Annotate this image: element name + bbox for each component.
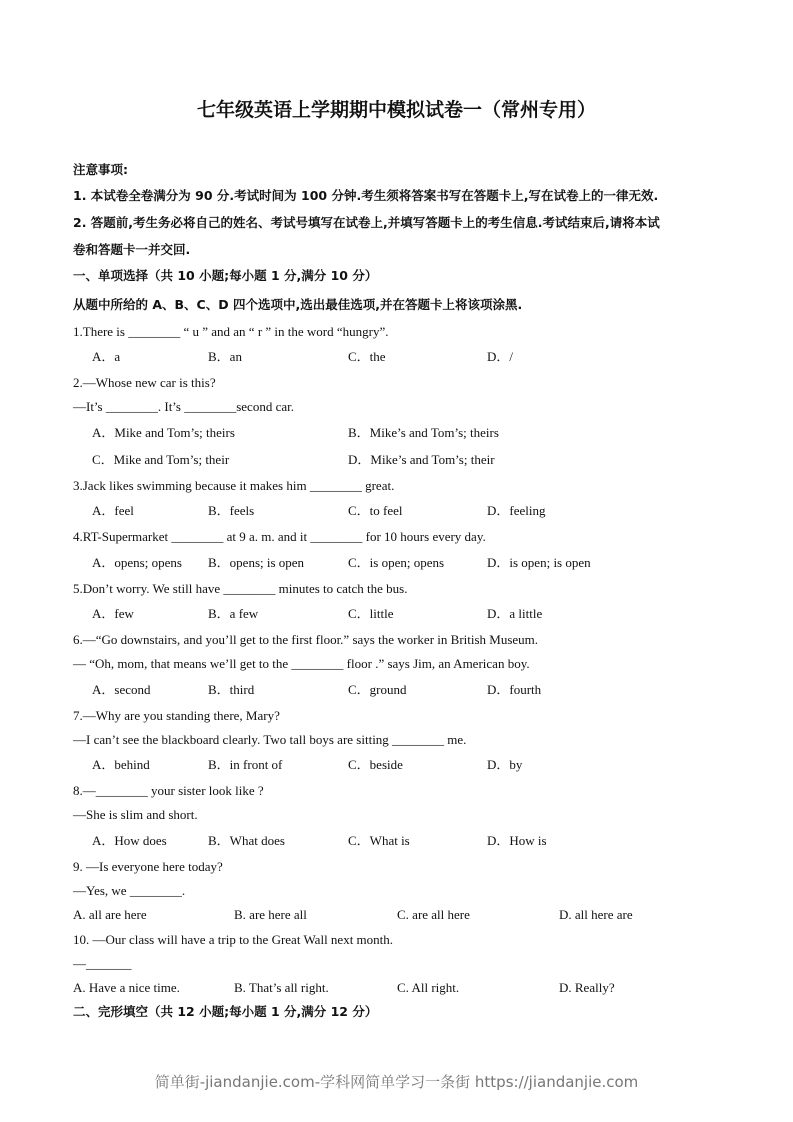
question-1-option-c: C．the [348, 349, 386, 364]
question-8-option-b: B．What does [208, 833, 285, 848]
question-2-option-c: C．Mike and Tom’s; their [92, 452, 230, 467]
question-6-option-d: D．fourth [487, 682, 542, 697]
question-4-stem: 4.RT-Supermarket ________ at 9 a. m. and it ________ for 10 hours every day. [73, 529, 486, 544]
question-5-option-c: C．little [348, 606, 394, 621]
question-7-option-a: A．behind [92, 757, 150, 772]
question-9-stem: 9. —Is everyone here today? [73, 859, 223, 874]
section-instruction: 从题中所给的 A、B、C、D 四个选项中,选出最佳选项,并在答题卡上将该项涂黑. [73, 297, 523, 312]
question-8-stem: 8.—________ your sister look like ? [73, 783, 264, 798]
question-10-option-b: B. That’s all right. [234, 980, 329, 995]
question-3-stem: 3.Jack likes swimming because it makes him ________ great. [73, 478, 395, 493]
question-10-option-a: A. Have a nice time. [73, 980, 180, 995]
question-2-option-d: D．Mike’s and Tom’s; their [348, 452, 495, 467]
question-5-option-a: A．few [92, 606, 134, 621]
question-4-option-d: D．is open; is open [487, 555, 591, 570]
question-1-option-d: D．/ [487, 349, 514, 364]
question-3-option-c: C．to feel [348, 503, 403, 518]
question-3-option-d: D．feeling [487, 503, 546, 518]
question-8-stem: —She is slim and short. [73, 807, 198, 822]
question-5-option-d: D．a little [487, 606, 543, 621]
question-7-option-b: B．in front of [208, 757, 283, 772]
question-1-option-b: B．an [208, 349, 242, 364]
question-6-option-b: B．third [208, 682, 255, 697]
question-3-option-b: B．feels [208, 503, 255, 518]
question-4-option-a: A．opens; opens [92, 555, 182, 570]
question-7-option-d: D．by [487, 757, 523, 772]
question-8-option-a: A．How does [92, 833, 167, 848]
question-10-stem: —_______ [73, 956, 132, 971]
question-5-option-b: B．a few [208, 606, 259, 621]
question-2-stem: 2.—Whose new car is this? [73, 375, 216, 390]
section-heading: 二、完形填空（共 12 小题;每小题 1 分,满分 12 分） [73, 1004, 378, 1019]
section-heading: 一、单项选择（共 10 小题;每小题 1 分,满分 10 分） [73, 268, 378, 283]
question-9-option-c: C. are all here [397, 907, 470, 922]
question-10-option-d: D. Really? [559, 980, 615, 995]
question-6-stem: — “Oh, mom, that means we’ll get to the ________ floor .” says Jim, an American boy. [73, 656, 530, 671]
question-8-option-c: C．What is [348, 833, 410, 848]
notice-line: 2. 答题前,考生务必将自己的姓名、考试号填写在试卷上,并填写答题卡上的考生信息.考试结束后,请将本试 [73, 215, 660, 230]
question-7-option-c: C．beside [348, 757, 403, 772]
question-9-option-b: B. are here all [234, 907, 307, 922]
question-9-option-a: A. all are here [73, 907, 147, 922]
notice-heading: 注意事项: [73, 162, 128, 177]
question-9-option-d: D. all here are [559, 907, 633, 922]
document-title: 七年级英语上学期期中模拟试卷一（常州专用） [196, 99, 596, 121]
question-7-stem: —I can’t see the blackboard clearly. Two tall boys are sitting ________ me. [73, 732, 467, 747]
question-2-option-b: B．Mike’s and Tom’s; theirs [348, 425, 499, 440]
footer-watermark: 简单街-jiandanjie.com-学科网简单学习一条街 https://jiandanjie.com [154, 1073, 639, 1091]
question-4-option-b: B．opens; is open [208, 555, 305, 570]
notice-line: 卷和答题卡一并交回. [73, 242, 191, 257]
question-9-stem: —Yes, we ________. [73, 883, 186, 898]
question-10-stem: 10. —Our class will have a trip to the Great Wall next month. [73, 932, 394, 947]
question-5-stem: 5.Don’t worry. We still have ________ minutes to catch the bus. [73, 581, 408, 596]
question-7-stem: 7.—Why are you standing there, Mary? [73, 708, 280, 723]
question-8-option-d: D．How is [487, 833, 547, 848]
question-3-option-a: A．feel [92, 503, 134, 518]
question-10-option-c: C. All right. [397, 980, 460, 995]
question-6-option-c: C．ground [348, 682, 407, 697]
question-2-stem: —It’s ________. It’s ________second car. [73, 399, 294, 414]
question-2-option-a: A．Mike and Tom’s; theirs [92, 425, 235, 440]
question-6-stem: 6.—“Go downstairs, and you’ll get to the first floor.” says the worker in British Museum. [73, 632, 539, 647]
question-1-option-a: A．a [92, 349, 121, 364]
notice-line: 1. 本试卷全卷满分为 90 分.考试时间为 100 分钟.考生须将答案书写在答题卡上,写在试卷上的一律无效. [73, 188, 659, 203]
question-4-option-c: C．is open; opens [348, 555, 445, 570]
question-6-option-a: A．second [92, 682, 151, 697]
question-1-stem: 1.There is ________ “ u ” and an “ r ” in the word “hungry”. [73, 324, 389, 339]
